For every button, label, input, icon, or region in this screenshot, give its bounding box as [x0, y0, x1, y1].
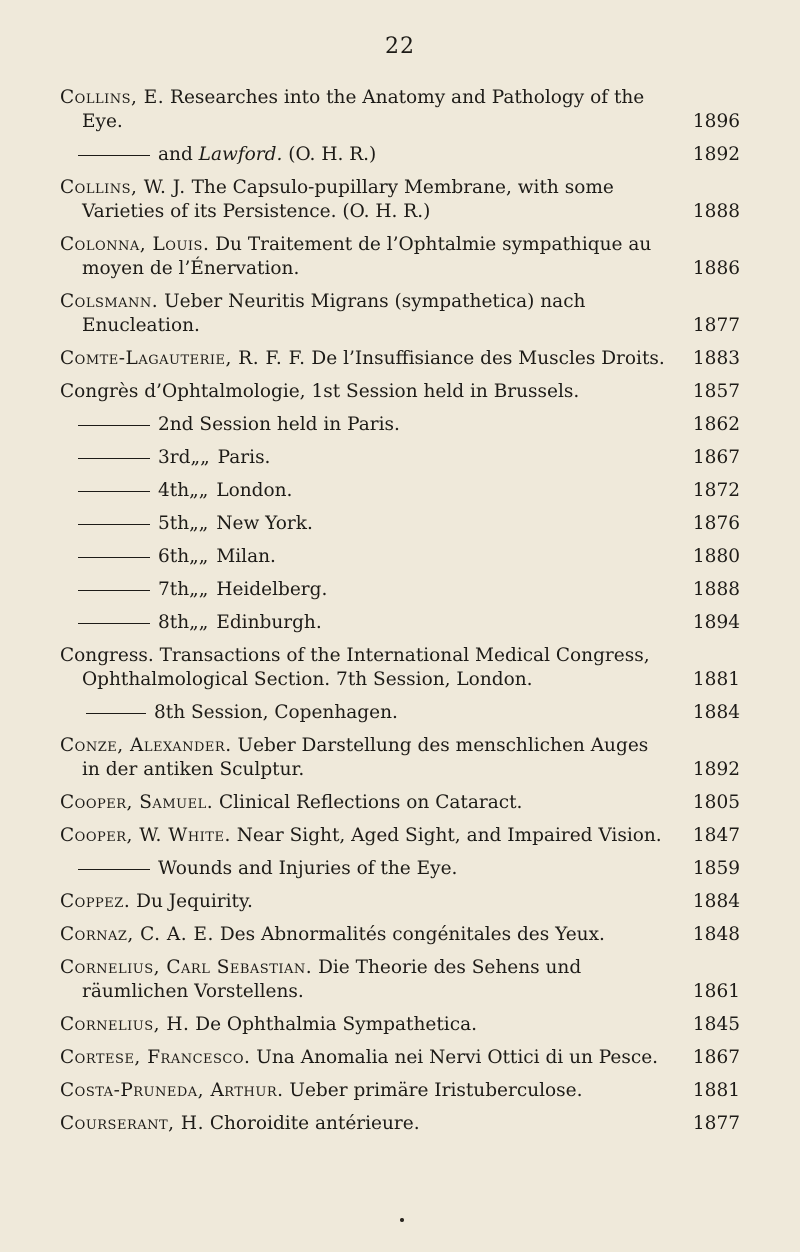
printer-dot [400, 1218, 404, 1222]
bibliography-entry [60, 890, 740, 914]
ditto-mark: „ [189, 612, 199, 633]
entry-year: 1845 [692, 1014, 740, 1035]
entry-year: 1884 [692, 702, 740, 723]
ditto-rule [78, 155, 150, 156]
bibliography-list [60, 86, 740, 1145]
entry-title: Wounds and Injuries of the Eye. [158, 858, 458, 879]
entry-title: Researches into the Anatomy and Pathology of the Eye. [82, 87, 645, 132]
entry-title: Ueber Darstellung des menschlichen Auges in der antiken Sculptur. [82, 735, 649, 780]
session-place: Paris. [217, 447, 271, 468]
author-name: Comte-Lagauterie, R. F. F. [60, 348, 306, 369]
entry-title: The Capsulo-pupillary Membrane, with some Varieties of its Persistence. (O. H. R.) [82, 177, 614, 222]
bibliography-entry [60, 347, 740, 371]
bibliography-entry [60, 956, 740, 1004]
session-ordinal: 8th [158, 612, 190, 633]
bibliography-entry [60, 1079, 740, 1103]
entry-year: 1857 [692, 381, 740, 402]
entry-year: 1896 [692, 111, 740, 132]
entry-title: Ueber Neuritis Migrans (sympathetica) nach Enucleation. [82, 291, 586, 336]
entry-title: Choroidite antérieure. [209, 1113, 420, 1134]
entry-year: 1892 [692, 144, 740, 165]
entry-year: 1861 [692, 981, 740, 1002]
ditto-mark: „ [190, 447, 201, 468]
author-name: Cornelius, Carl Sebastian. [60, 957, 313, 978]
entry-title: Du Jequirity. [136, 891, 253, 912]
ditto-mark: „ [189, 480, 199, 501]
ditto-mark: „ [189, 546, 199, 567]
entry-title: Near Sight, Aged Sight, and Impaired Vision. [236, 825, 662, 846]
entry-year: 1892 [692, 759, 740, 780]
session-entry [60, 578, 740, 602]
bibliography-entry [60, 857, 740, 881]
session-ordinal: 3rd [158, 447, 191, 468]
entry-year: 1881 [692, 669, 740, 690]
session-entry [60, 545, 740, 569]
entry-title: Clinical Reflections on Cataract. [218, 792, 523, 813]
entry-year: 1848 [692, 924, 740, 945]
entry-title-italic: Lawford. [198, 144, 283, 165]
entry-year: 1867 [692, 447, 740, 468]
entry-title: 8th Session, Copenhagen. [154, 702, 398, 723]
entry-title: De Ophthalmia Sympathetica. [195, 1014, 477, 1035]
bibliography-entry [60, 176, 740, 224]
author-name: Cortese, Francesco. [60, 1047, 251, 1068]
bibliography-entry [60, 824, 740, 848]
author-name: Costa-Pruneda, Arthur. [60, 1080, 284, 1101]
ditto-rule [78, 425, 150, 426]
entry-year: 1886 [692, 258, 740, 279]
ditto-mark: „ [198, 579, 209, 600]
entry-year: 1894 [692, 612, 740, 633]
session-place: New York. [216, 513, 313, 534]
session-ordinal: 5th [158, 513, 190, 534]
ditto-mark: „ [189, 513, 199, 534]
entry-year: 1883 [692, 348, 740, 369]
entry-title: 2nd Session held in Paris. [158, 414, 400, 435]
entry-year: 1877 [692, 315, 740, 336]
session-entry [60, 479, 740, 503]
session-place: Heidelberg. [216, 579, 328, 600]
ditto-rule [78, 524, 150, 525]
bibliography-entry [60, 1046, 740, 1070]
entry-title: Des Abnormalités congénitales des Yeux. [219, 924, 605, 945]
bibliography-entry [60, 143, 740, 167]
bibliography-entry [60, 644, 740, 692]
entry-title: Congress. Transactions of the International Medical Congress, Ophthalmological Section. 7th Session, London. [60, 645, 650, 690]
entry-year: 1888 [692, 579, 740, 600]
ditto-mark: „ [198, 513, 209, 534]
author-name: Cooper, W. White. [60, 825, 231, 846]
bibliography-entry [60, 1013, 740, 1037]
ditto-rule [78, 557, 150, 558]
ditto-rule [78, 491, 150, 492]
entry-title: Congrès d’Ophtalmologie, 1st Session held in Brussels. [60, 381, 580, 402]
ditto-rule [78, 458, 150, 459]
entry-year: 1880 [692, 546, 740, 567]
bibliography-entry [60, 923, 740, 947]
session-place: Edinburgh. [216, 612, 322, 633]
author-name: Collins, E. [60, 87, 165, 108]
entry-year: 1847 [692, 825, 740, 846]
author-name: Conze, Alexander. [60, 735, 232, 756]
session-ordinal: 7th [158, 579, 190, 600]
session-place: London. [216, 480, 293, 501]
ditto-rule [78, 869, 150, 870]
entry-year: 1888 [692, 201, 740, 222]
entry-year: 1867 [692, 1047, 740, 1068]
entry-year: 1877 [692, 1113, 740, 1134]
author-name: Cooper, Samuel. [60, 792, 214, 813]
author-name: Coppez. [60, 891, 131, 912]
ditto-rule [78, 623, 150, 624]
bibliography-entry [60, 86, 740, 134]
entry-title: Die Theorie des Sehens und räumlichen Vorstellens. [82, 957, 582, 1002]
bibliography-entry [60, 233, 740, 281]
bibliography-entry [60, 734, 740, 782]
bibliography-entry [60, 380, 740, 404]
entry-year: 1862 [692, 414, 740, 435]
entry-title: and [158, 144, 199, 165]
entry-year: 1881 [692, 1080, 740, 1101]
session-place: Milan. [216, 546, 276, 567]
author-name: Cornaz, C. A. E. [60, 924, 214, 945]
entry-year: 1872 [692, 480, 740, 501]
entry-title: De l’Insuffisiance des Muscles Droits. [311, 348, 665, 369]
entry-title: Ueber primäre Iristuberculose. [289, 1080, 583, 1101]
entry-year: 1884 [692, 891, 740, 912]
entry-year: 1876 [692, 513, 740, 534]
author-name: Courserant, H. [60, 1113, 204, 1134]
entry-year: 1805 [692, 792, 740, 813]
author-name: Colsmann. [60, 291, 159, 312]
bibliography-entry [60, 791, 740, 815]
author-name: Collins, W. J. [60, 177, 186, 198]
session-ordinal: 4th [158, 480, 190, 501]
bibliography-entry [60, 290, 740, 338]
session-ordinal: 6th [158, 546, 190, 567]
entry-title: Du Traitement de l’Ophtalmie sympathique au moyen de l’Énervation. [82, 234, 652, 279]
entry-title: Una Anomalia nei Nervi Ottici di un Pesce. [256, 1047, 659, 1068]
ditto-mark: „ [189, 579, 199, 600]
page-number: 22 [385, 34, 415, 59]
session-entry [60, 512, 740, 536]
author-name: Colonna, Louis. [60, 234, 210, 255]
entry-title-suffix: (O. H. R.) [282, 144, 377, 165]
ditto-rule [86, 713, 146, 714]
bibliography-entry [60, 1112, 740, 1136]
entry-year: 1859 [692, 858, 740, 879]
ditto-mark: „ [198, 612, 209, 633]
bibliography-entry [60, 701, 740, 725]
author-name: Cornelius, H. [60, 1014, 190, 1035]
ditto-rule [78, 590, 150, 591]
session-entry [60, 446, 740, 470]
ditto-mark: „ [200, 447, 210, 468]
bibliography-entry [60, 413, 740, 437]
ditto-mark: „ [198, 480, 209, 501]
ditto-mark: „ [198, 546, 209, 567]
session-entry [60, 611, 740, 635]
